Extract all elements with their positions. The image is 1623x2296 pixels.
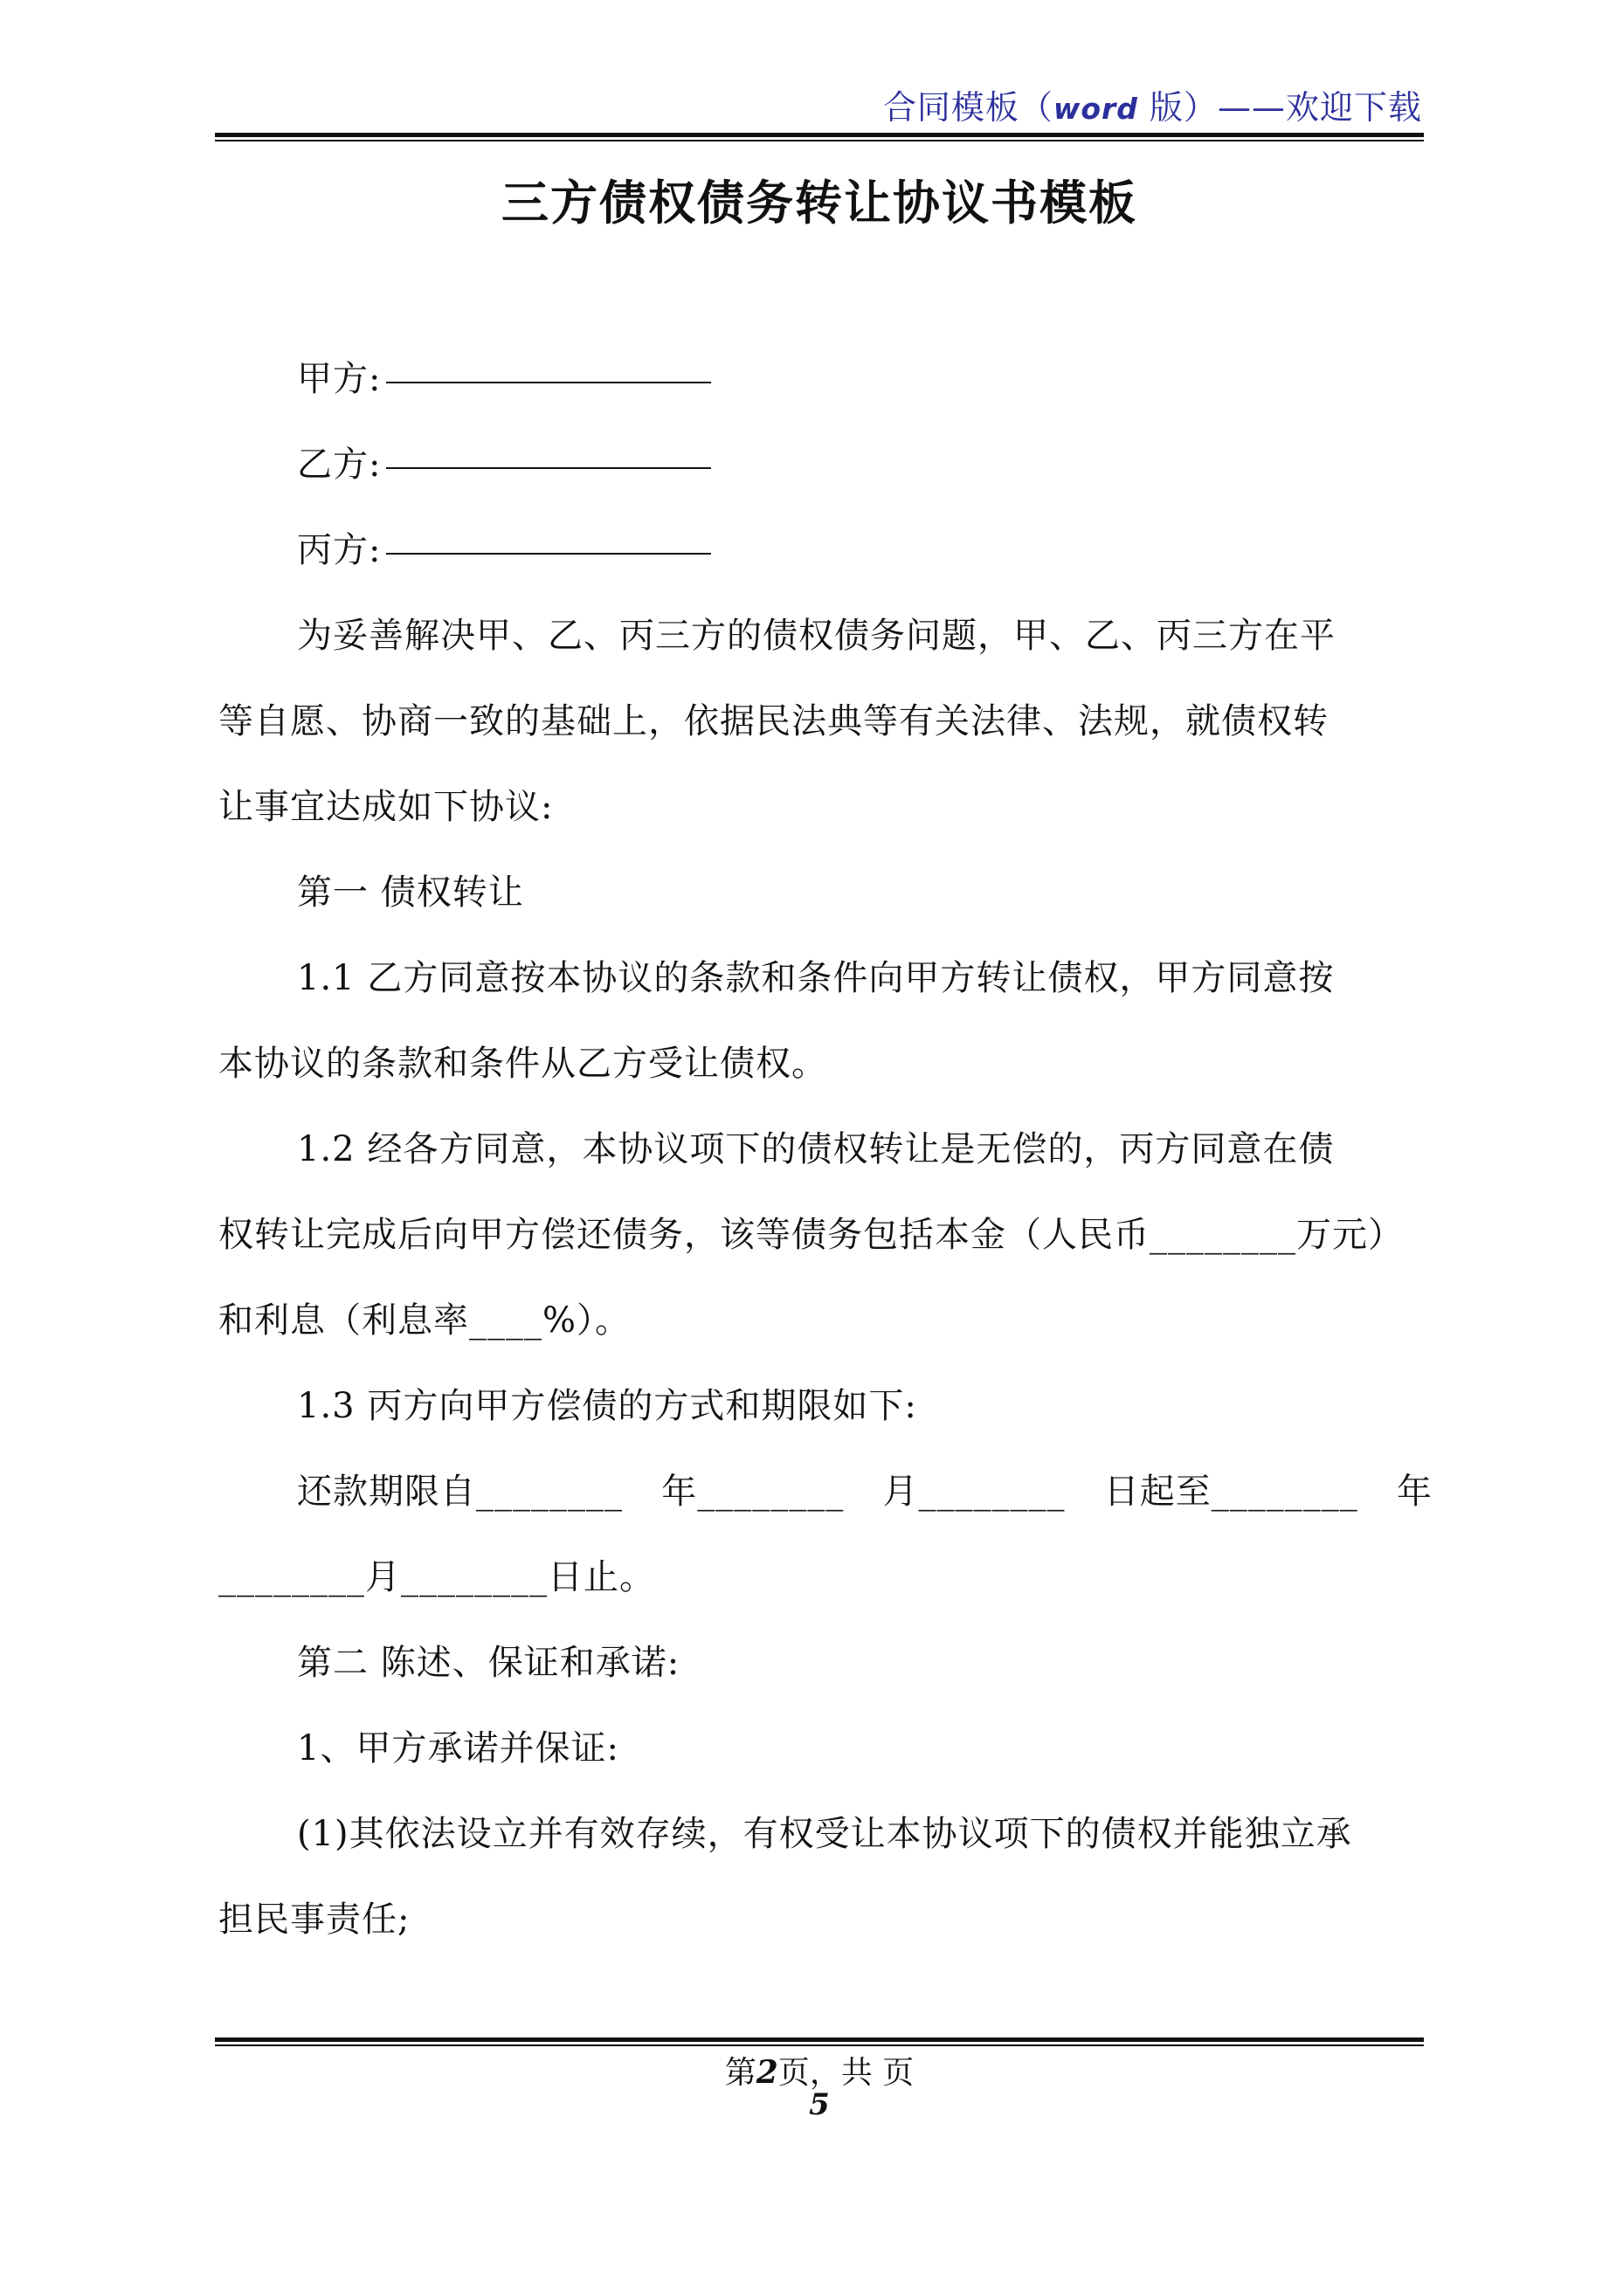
clause-line: 权转让完成后向甲方偿还债务，该等债务包括本金（人民币________万元） [218, 1215, 1404, 1255]
paragraph-line: 让事宜达成如下协议: [218, 787, 554, 827]
footer-rule-thin [215, 2044, 1424, 2046]
clause-line: 1.3 丙方向甲方偿债的方式和期限如下: [297, 1386, 917, 1426]
current-page-number: 2 [756, 2054, 778, 2091]
fill-blank [386, 552, 711, 555]
clause-line: 和利息（利息率____%）。 [218, 1300, 632, 1341]
clause-line: 本协议的条款和条件从乙方受让债权。 [218, 1044, 827, 1084]
header-link-word: word [1053, 92, 1138, 126]
clause-line: (1)其依法设立并有效存续，有权受让本协议项下的债权并能独立承 [297, 1814, 1352, 1854]
term-line: 还款期限自________ 年________ 月________ 日起至________ 年 [297, 1472, 1433, 1512]
paragraph-line: 为妥善解决甲、乙、丙三方的债权债务问题，甲、乙、丙三方在平 [297, 616, 1336, 656]
paragraph-line: 等自愿、协商一致的基础上，依据民法典等有关法律、法规，就债权转 [218, 701, 1329, 741]
party-bing: 丙方: [218, 507, 1433, 593]
section-heading: 第二 陈述、保证和承诺: [297, 1643, 680, 1683]
term-line: ________月________日止。 [218, 1557, 655, 1597]
header-link-prefix: 合同模板（ [882, 88, 1053, 127]
fill-blank [386, 381, 711, 383]
document-title: 三方债权债务转让协议书模板 [501, 175, 1137, 231]
document-body [218, 336, 1433, 1962]
header-rule-thick [215, 133, 1424, 137]
party-yi: 乙方: [218, 422, 1433, 507]
total-page-number: 5 [809, 2087, 830, 2122]
clause-line: 1.1 乙方同意按本协议的条款和条件向甲方转让债权，甲方同意按 [297, 958, 1335, 998]
clause-line: 1.2 经各方同意，本协议项下的债权转让是无偿的，丙方同意在债 [297, 1129, 1335, 1169]
header-download-link[interactable] [883, 80, 1422, 128]
section-heading: 第一 债权转让 [297, 872, 524, 913]
page-footer: 第2页，共 页 [724, 2054, 915, 2091]
party-jia: 甲方: [218, 336, 1433, 422]
clause-line: 担民事责任; [218, 1900, 411, 1940]
header-rule-thin [215, 140, 1424, 141]
footer-rule-thick [215, 2037, 1424, 2042]
header-link-suffix: 版）——欢迎下载 [1137, 88, 1422, 127]
clause-line: 1、甲方承诺并保证: [297, 1728, 619, 1769]
fill-blank [386, 466, 711, 469]
